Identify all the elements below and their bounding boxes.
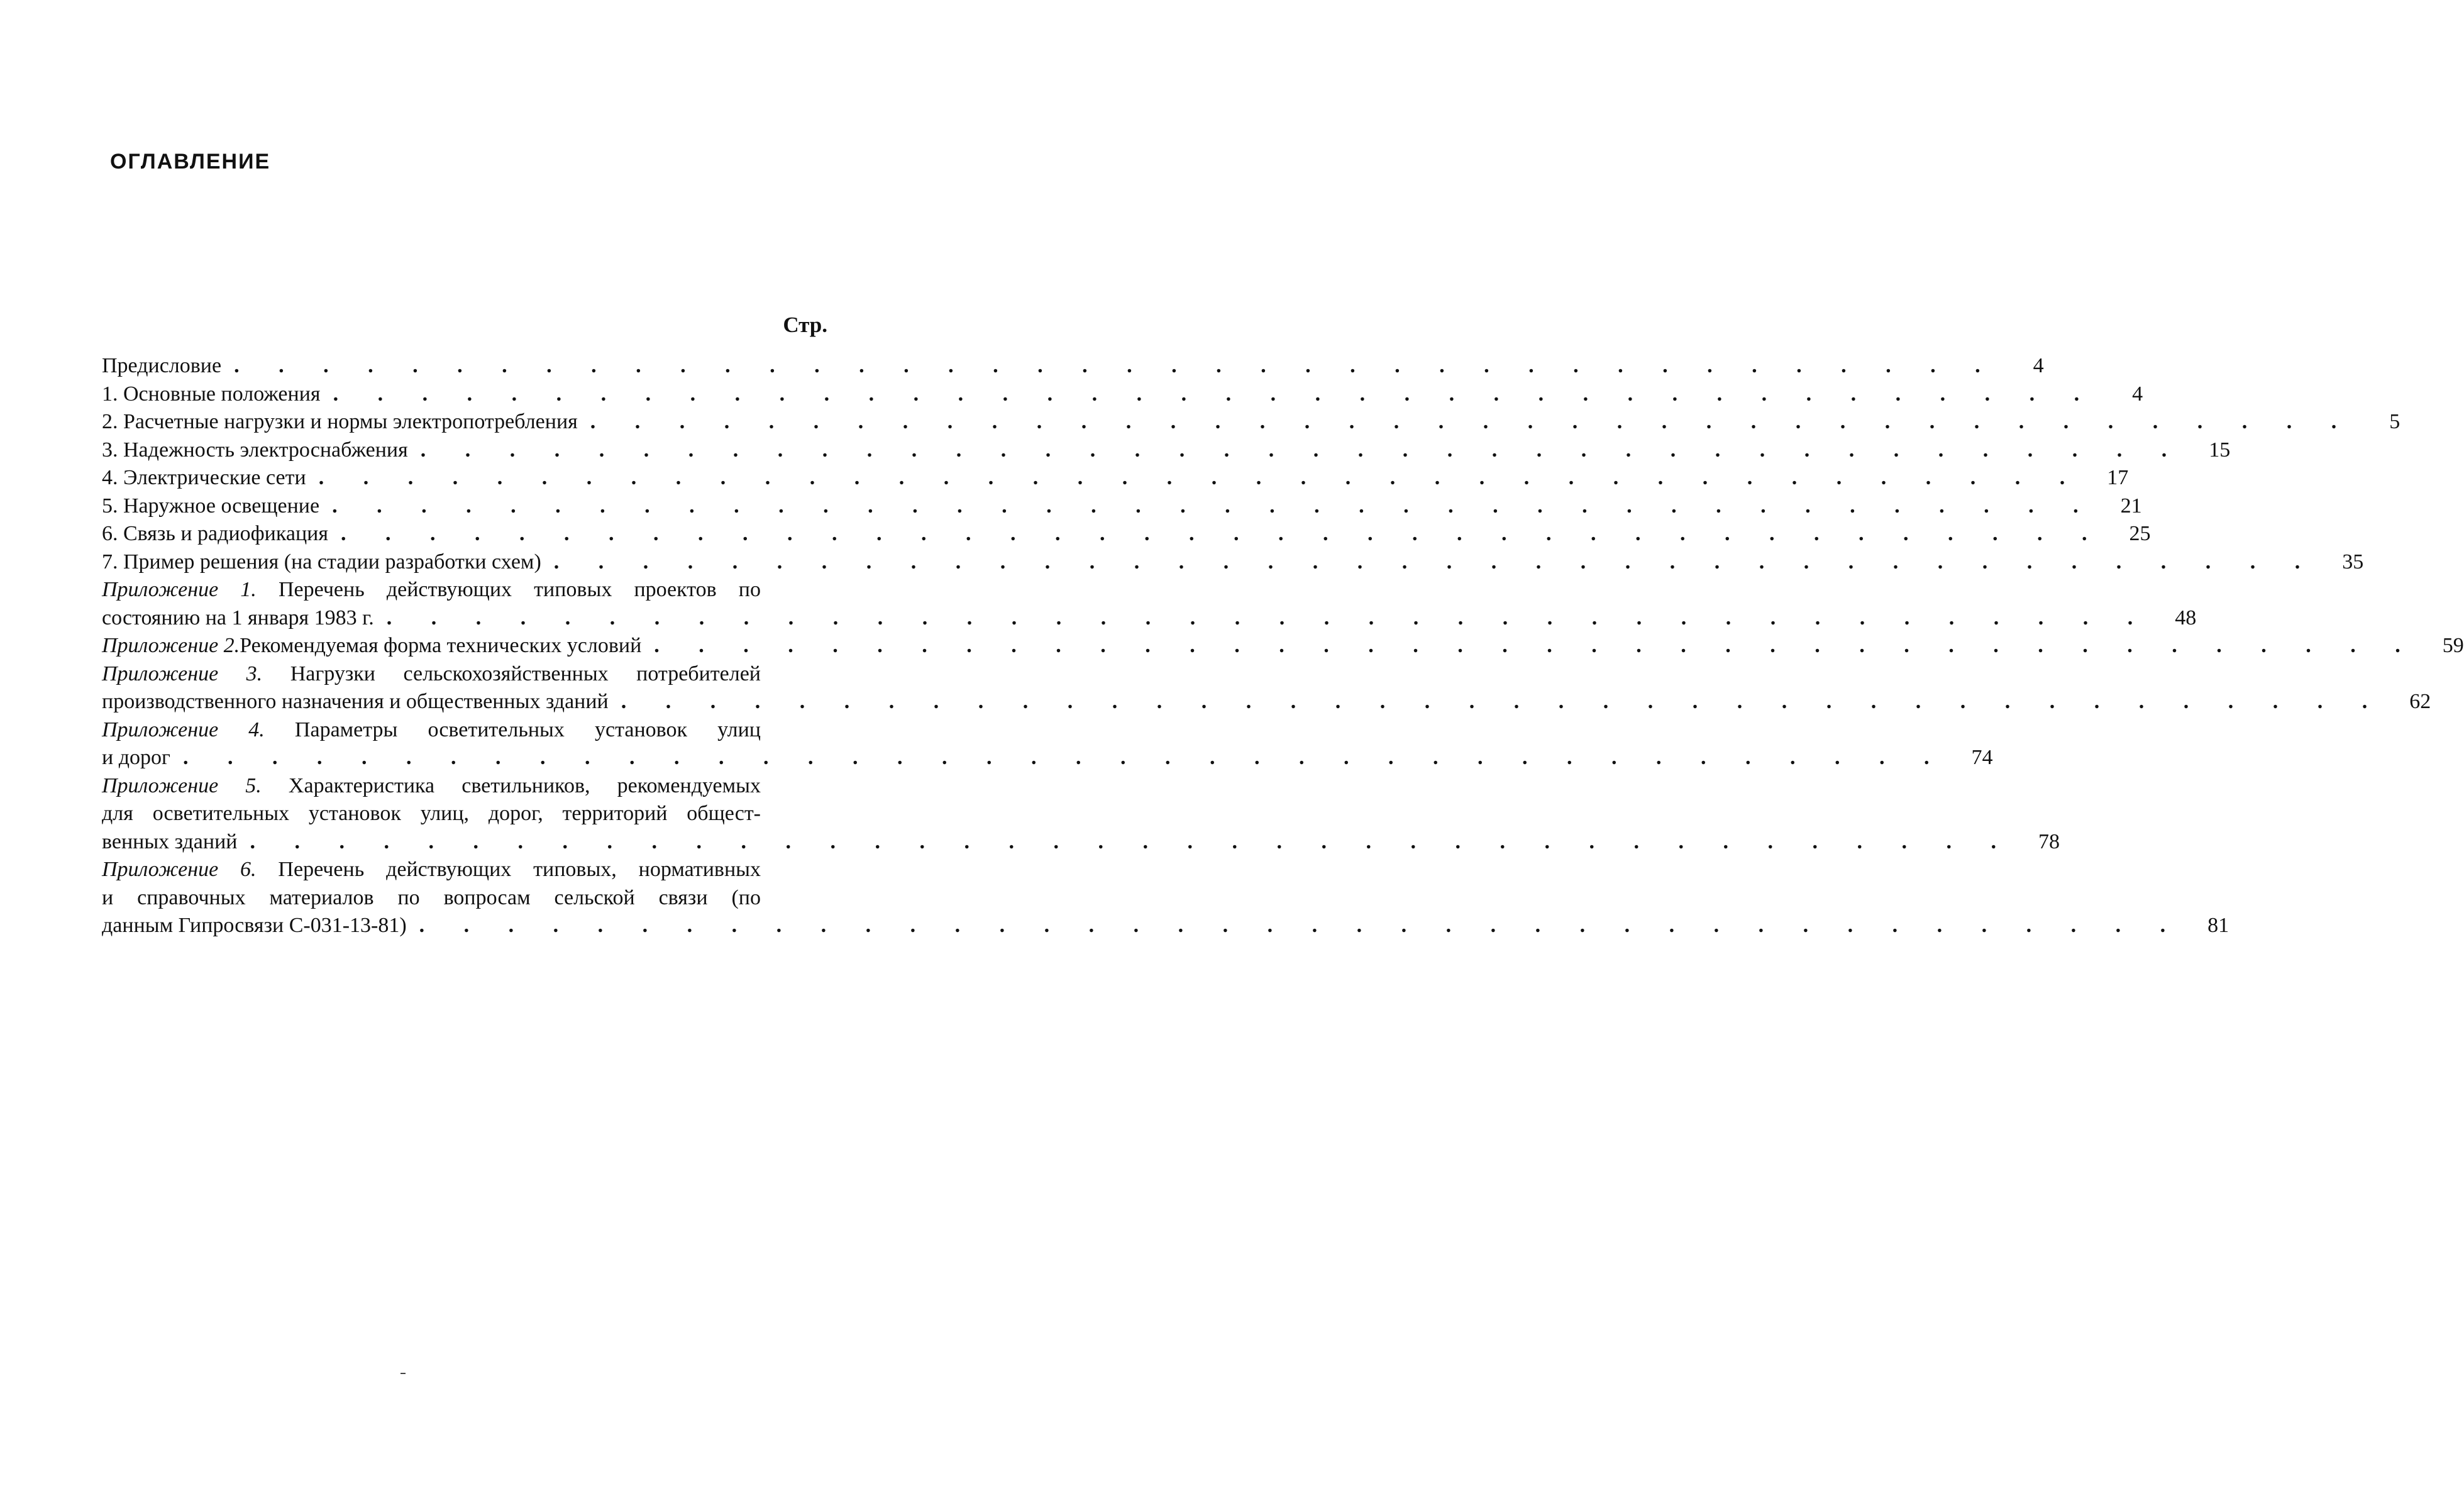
toc-page-number: 74	[1971, 746, 1993, 769]
leader-dots: . . . . . . . . . . . . . . . . . . . . . . . . . . . . . . . . . . . . . . . .	[234, 354, 1997, 377]
toc-entry-label: 6. Связь и радиофикация	[102, 522, 328, 545]
toc-page-number: 15	[2209, 438, 2231, 462]
toc-appendix-last-line	[102, 828, 2060, 857]
toc-entry-label: 1. Основные положения	[102, 382, 321, 406]
toc-entry[interactable]	[102, 352, 2044, 380]
toc-entry[interactable]	[102, 520, 2151, 548]
toc-appendix-last-line	[102, 632, 2464, 660]
leader-dots: . . . . . . . . . . . . . . . . . . . . . . . . . . . . . . . . . . . . . . . .	[333, 382, 2097, 406]
toc-entry[interactable]	[102, 380, 2143, 409]
leader-dots: . . . . . . . . . . . . . . . . . . . . . . . . . . . . . . . . . . . . . . . .	[590, 410, 2354, 433]
toc-appendix-line	[102, 884, 761, 912]
leader-dots: . . . . . . . . . . . . . . . . . . . . . . . . . . . . . . . . . . . . . . . .	[341, 522, 2104, 545]
toc-appendix-entry[interactable]	[102, 772, 2060, 857]
toc-entry-label: 7. Пример решения (на стадии разработки схем)	[102, 550, 541, 574]
appendix-text-line: для осветительных установок улиц, дорог, территорий общест-	[102, 802, 761, 825]
appendix-text-line: Характеристика светильников, рекомендуемых	[288, 773, 761, 797]
toc-entry-label: Предисловие	[102, 354, 222, 377]
page-column-label: Стр.	[783, 313, 827, 337]
toc-page-number: 81	[2207, 914, 2229, 937]
toc-appendix-entry[interactable]	[102, 632, 2464, 660]
appendix-prefix: Приложение 2.	[102, 634, 240, 657]
toc-page-number: 78	[2038, 829, 2060, 853]
toc-page-number: 62	[2409, 690, 2431, 713]
appendix-prefix: Приложение 3.	[102, 662, 263, 685]
leader-dots: . . . . . . . . . . . . . . . . . . . . . . . . . . . . . . . . . . . . . . . .	[553, 550, 2318, 574]
table-of-contents	[102, 352, 2464, 940]
toc-appendix-last-line	[102, 604, 2197, 633]
leader-dots: . . . . . . . . . . . . . . . . . . . . . . . . . . . . . . . . . . . . . . . .	[386, 606, 2150, 629]
appendix-last-line: Рекомендуемая форма технических условий	[240, 634, 642, 657]
toc-appendix-entry[interactable]	[102, 716, 1993, 772]
toc-page-number: 4	[2033, 354, 2044, 377]
appendix-text-line: Параметры осветительных установок улиц	[294, 718, 761, 741]
toc-page-number: 17	[2107, 466, 2129, 489]
appendix-text-line: Перечень действующих типовых проектов по	[278, 578, 761, 601]
toc-page-number: 5	[2389, 410, 2400, 433]
toc-entry[interactable]	[102, 436, 2231, 465]
toc-appendix-entry[interactable]	[102, 576, 2197, 632]
toc-page-number: 21	[2120, 494, 2142, 518]
leader-dots: . . . . . . . . . . . . . . . . . . . . . . . . . . . . . . . . . . . . . . . .	[654, 634, 2417, 657]
toc-page-number: 35	[2342, 550, 2364, 574]
leader-dots: . . . . . . . . . . . . . . . . . . . . . . . . . . . . . . . . . . . . . . . .	[419, 914, 2183, 937]
leader-dots: . . . . . . . . . . . . . . . . . . . . . . . . . . . . . . . . . . . . . . . .	[621, 690, 2385, 713]
toc-appendix-last-line	[102, 688, 2431, 716]
appendix-last-line: и дорог	[102, 746, 170, 769]
appendix-text-line: и справочных материалов по вопросам сельской связи (по	[102, 885, 761, 909]
toc-entry-label: 3. Надежность электроснабжения	[102, 438, 408, 462]
leader-dots: . . . . . . . . . . . . . . . . . . . . . . . . . . . . . . . . . . . . . . . .	[250, 829, 2013, 853]
leader-dots: . . . . . . . . . . . . . . . . . . . . . . . . . . . . . . . . . . . . . . . .	[420, 438, 2184, 462]
appendix-prefix: Приложение 5.	[102, 773, 262, 797]
appendix-prefix: Приложение 1.	[102, 578, 257, 601]
appendix-last-line: данным Гипросвязи С-031-13-81)	[102, 914, 407, 937]
toc-appendix-line	[102, 660, 761, 689]
toc-entry[interactable]	[102, 408, 2400, 436]
toc-entry[interactable]	[102, 492, 2142, 521]
appendix-last-line: состоянию на 1 января 1983 г.	[102, 606, 374, 629]
toc-page-number: 48	[2175, 606, 2197, 629]
toc-appendix-line	[102, 856, 761, 884]
toc-appendix-last-line	[102, 912, 2229, 940]
toc-entry-label: 4. Электрические сети	[102, 466, 306, 489]
page-title: ОГЛАВЛЕНИЕ	[110, 150, 271, 174]
toc-appendix-line	[102, 576, 761, 604]
toc-appendix-entry[interactable]	[102, 856, 2229, 940]
toc-page-number: 25	[2129, 522, 2151, 545]
toc-entry-label: 5. Наружное освещение	[102, 494, 320, 518]
toc-page-number: 4	[2132, 382, 2143, 406]
appendix-prefix: Приложение 6.	[102, 858, 257, 881]
leader-dots: . . . . . . . . . . . . . . . . . . . . . . . . . . . . . . . . . . . . . . . .	[332, 494, 2096, 518]
appendix-last-line: венных зданий	[102, 829, 238, 853]
appendix-last-line: производственного назначения и общественных зданий	[102, 690, 609, 713]
toc-page-number: 59	[2442, 634, 2464, 657]
toc-appendix-line	[102, 716, 761, 745]
toc-entry[interactable]	[102, 548, 2364, 577]
appendix-prefix: Приложение 4.	[102, 718, 265, 741]
toc-entry-label: 2. Расчетные нагрузки и нормы электропотребления	[102, 410, 578, 433]
print-mark	[401, 1373, 406, 1374]
toc-entry[interactable]	[102, 464, 2129, 492]
appendix-text-line: Нагрузки сельскохозяйственных потребителей	[290, 662, 761, 685]
leader-dots: . . . . . . . . . . . . . . . . . . . . . . . . . . . . . . . . . . . . . . . .	[318, 466, 2082, 489]
toc-appendix-line	[102, 772, 761, 801]
toc-appendix-last-line	[102, 744, 1993, 772]
appendix-text-line: Перечень действующих типовых, нормативных	[278, 858, 761, 881]
leader-dots: . . . . . . . . . . . . . . . . . . . . . . . . . . . . . . . . . . . . . . . .	[182, 746, 1947, 769]
toc-appendix-entry[interactable]	[102, 660, 2431, 716]
toc-appendix-line	[102, 800, 761, 828]
